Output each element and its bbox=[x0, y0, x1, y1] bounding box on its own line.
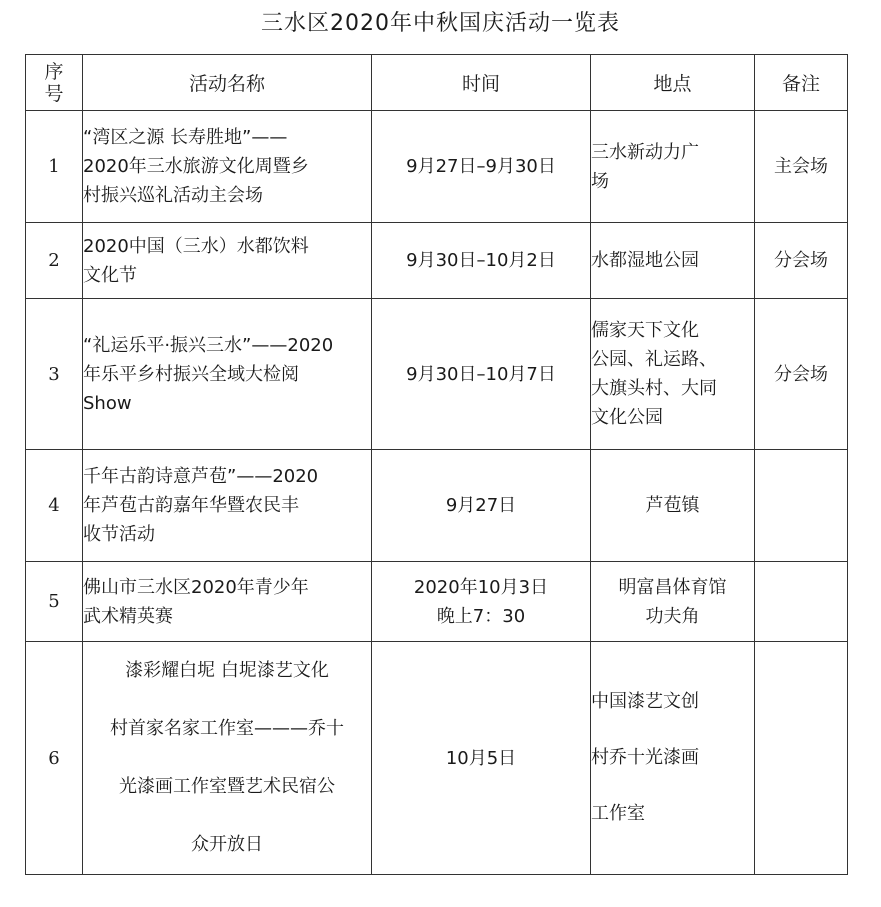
cell-activity-name: 千年古韵诗意芦苞”——2020 年芦苞古韵嘉年华暨农民丰 收节活动 bbox=[83, 450, 372, 562]
cell-note: 主会场 bbox=[755, 111, 848, 223]
cell-note: 分会场 bbox=[755, 299, 848, 450]
cell-note bbox=[755, 562, 848, 642]
cell-no: 1 bbox=[26, 111, 83, 223]
cell-no: 3 bbox=[26, 299, 83, 450]
header-time: 时间 bbox=[372, 55, 591, 111]
table-row bbox=[26, 450, 848, 562]
cell-note: 分会场 bbox=[755, 223, 848, 299]
table-row bbox=[26, 642, 848, 875]
cell-time: 10月5日 bbox=[372, 642, 591, 875]
cell-time: 9月30日–10月2日 bbox=[372, 223, 591, 299]
cell-time: 9月27日–9月30日 bbox=[372, 111, 591, 223]
cell-activity-name: “湾区之源 长寿胜地”—— 2020年三水旅游文化周暨乡 村振兴巡礼活动主会场 bbox=[83, 111, 372, 223]
cell-note bbox=[755, 642, 848, 875]
cell-place: 芦苞镇 bbox=[591, 450, 755, 562]
table-row bbox=[26, 223, 848, 299]
table-row bbox=[26, 299, 848, 450]
cell-activity-name: 2020中国（三水）水都饮料 文化节 bbox=[83, 223, 372, 299]
cell-place: 三水新动力广 场 bbox=[591, 111, 755, 223]
cell-no: 5 bbox=[26, 562, 83, 642]
header-no: 序 号 bbox=[26, 55, 83, 111]
table-row bbox=[26, 111, 848, 223]
header-name: 活动名称 bbox=[83, 55, 372, 111]
cell-place: 明富昌体育馆 功夫角 bbox=[591, 562, 755, 642]
cell-time: 9月27日 bbox=[372, 450, 591, 562]
header-place: 地点 bbox=[591, 55, 755, 111]
cell-no: 2 bbox=[26, 223, 83, 299]
cell-activity-name: 佛山市三水区2020年青少年 武术精英赛 bbox=[83, 562, 372, 642]
cell-no: 4 bbox=[26, 450, 83, 562]
table-row bbox=[26, 562, 848, 642]
cell-time: 9月30日–10月7日 bbox=[372, 299, 591, 450]
cell-time: 2020年10月3日 晚上7：30 bbox=[372, 562, 591, 642]
cell-place: 儒家天下文化 公园、礼运路、 大旗头村、大同 文化公园 bbox=[591, 299, 755, 450]
header-note: 备注 bbox=[755, 55, 848, 111]
cell-activity-name: “礼运乐平·振兴三水”——2020 年乐平乡村振兴全域大检阅 Show bbox=[83, 299, 372, 450]
page-title: 三水区2020年中秋国庆活动一览表 bbox=[261, 11, 620, 36]
cell-note bbox=[755, 450, 848, 562]
cell-place: 水都湿地公园 bbox=[591, 223, 755, 299]
activities-table bbox=[25, 54, 848, 875]
cell-no: 6 bbox=[26, 642, 83, 875]
table-header-row bbox=[26, 55, 848, 111]
cell-place: 中国漆艺文创 村乔十光漆画 工作室 bbox=[591, 642, 755, 875]
cell-activity-name: 漆彩耀白坭 白坭漆艺文化 村首家名家工作室———乔十 光漆画工作室暨艺术民宿公 众开放日 bbox=[83, 642, 372, 875]
